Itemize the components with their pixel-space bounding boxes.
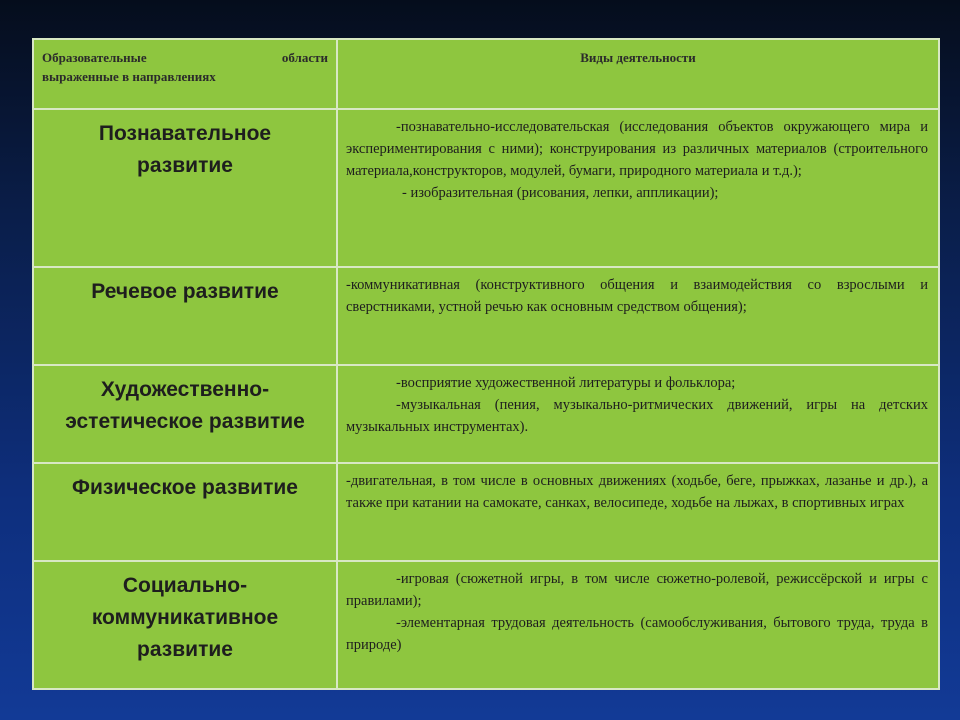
activities-cell [337, 109, 939, 267]
header-activities-text: Виды деятельности [580, 50, 696, 65]
activity-item: -двигательная, в том числе в основных движениях (ходьбе, беге, прыжках, лазанье и др.), а также при катании на самокате, санках, велосипеде, ходьбе на лыжах, в спортивных играх [346, 473, 928, 511]
header-activities-cell [337, 39, 939, 109]
area-name: Художественно-эстетическое развитие [65, 378, 305, 433]
activity-item: -игровая (сюжетной игры, в том числе сюжетно-ролевой, режиссёрской и игры с правилами); [346, 571, 928, 609]
activity-item: - изобразительная (рисования, лепки, аппликации); [402, 185, 719, 201]
activities-cell [337, 561, 939, 689]
activities-text [338, 110, 938, 204]
table-header-row [33, 39, 939, 109]
activities-cell [337, 267, 939, 365]
table-row [33, 365, 939, 463]
header-areas-line1: Образовательные области [42, 50, 328, 65]
activities-text [338, 268, 938, 318]
activities-cell [337, 463, 939, 561]
area-cell [33, 267, 337, 365]
activities-text [338, 366, 938, 438]
activity-item: -познавательно-исследовательская (исследования объектов окружающего мира и экспериментирования с ними); конструирования из различных материалов (строительного материала,конструкторов, модулей, бумаги, природного материала и т.д.); [346, 119, 928, 179]
area-name: Речевое развитие [91, 280, 279, 303]
area-cell [33, 463, 337, 561]
area-name: Физическое развитие [72, 476, 298, 499]
activities-cell [337, 365, 939, 463]
table-row [33, 561, 939, 689]
header-areas-text [34, 40, 336, 86]
activity-item: -элементарная трудовая деятельность (самообслуживания, бытового труда, труда в природе) [346, 615, 928, 653]
activities-text [338, 562, 938, 656]
activities-text [338, 464, 938, 514]
table-row [33, 463, 939, 561]
header-areas-line2: выраженные в направлениях [42, 69, 216, 84]
area-cell [33, 561, 337, 689]
activity-item: -музыкальная (пения, музыкально-ритмических движений, игры на детских музыкальных инструментах). [346, 397, 928, 435]
area-name: Социально-коммуникативное развитие [91, 574, 279, 661]
table-row [33, 109, 939, 267]
table-row [33, 267, 939, 365]
activity-item: -коммуникативная (конструктивного общения и взаимодействия со взрослыми и сверстниками, устной речью как основным средством общения); [346, 277, 928, 315]
area-name: Познавательное развитие [98, 122, 272, 177]
area-cell [33, 109, 337, 267]
header-areas-cell [33, 39, 337, 109]
activity-item: -восприятие художественной литературы и фольклора; [396, 375, 736, 391]
area-cell [33, 365, 337, 463]
activities-table [32, 38, 940, 690]
